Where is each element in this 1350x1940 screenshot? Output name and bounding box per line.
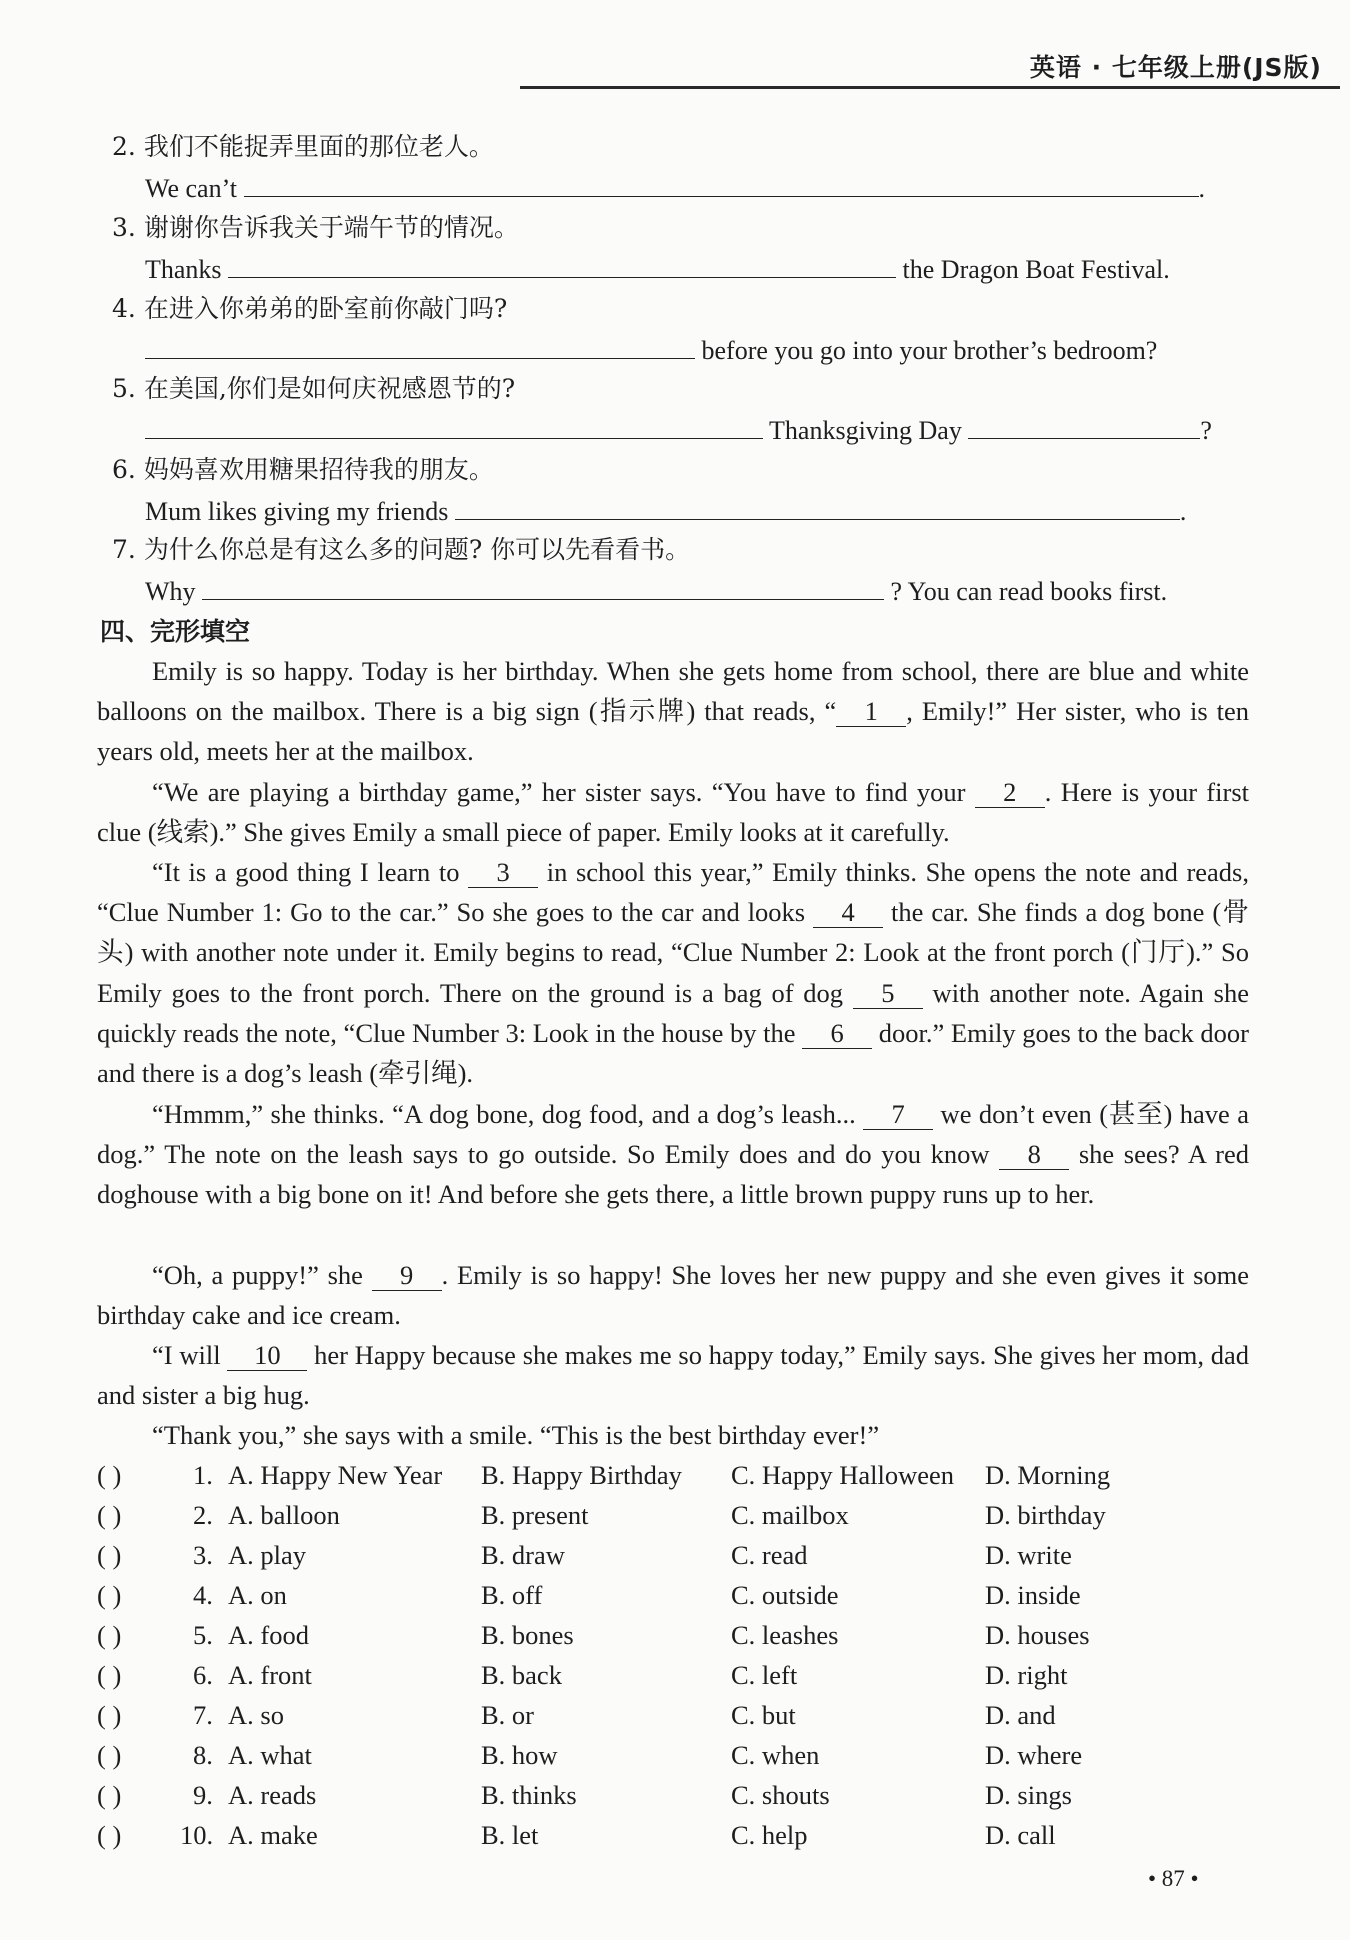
q6-answer-blank[interactable] bbox=[455, 493, 1180, 520]
q6-english: Mum likes giving my friends . bbox=[145, 493, 1186, 529]
option-2-d[interactable]: D. birthday bbox=[985, 1500, 1106, 1530]
q2-chinese: 2. 我们不能捉弄里面的那位老人。 bbox=[112, 132, 494, 161]
cloze-paragraph-4: “Hmmm,” she thinks. “A dog bone, dog food, and a dog’s leash... 7 we don’t even (甚至) have a dog.” The note on the leash says to go outside. So Emily does and do you know 8 she sees? A red doghouse with a big bone on it! And before she gets there, a little brown puppy runs up to her. bbox=[97, 1099, 1249, 1210]
option-10-b[interactable]: B. let bbox=[481, 1820, 539, 1850]
cloze-blank-1[interactable]: 1 bbox=[836, 696, 906, 727]
cloze-blank-8[interactable]: 8 bbox=[999, 1139, 1069, 1170]
option-3-c[interactable]: C. read bbox=[731, 1540, 808, 1570]
option-row-2-num: 2. bbox=[193, 1500, 213, 1530]
option-3-a[interactable]: A. play bbox=[228, 1540, 307, 1570]
cloze-blank-6[interactable]: 6 bbox=[802, 1018, 872, 1049]
cloze-paragraph-5: “Oh, a puppy!” she 9 . Emily is so happy! She loves her new puppy and she even gives it some birthday cake and ice cream. bbox=[97, 1260, 1250, 1331]
option-row-10-paren[interactable]: ( ) bbox=[97, 1820, 122, 1850]
book-title: 英语 · 七年级上册(JS版) bbox=[1029, 53, 1322, 82]
option-2-b[interactable]: B. present bbox=[481, 1500, 589, 1530]
q3-english: Thanks the Dragon Boat Festival. bbox=[145, 251, 1170, 287]
option-row-9-paren[interactable]: ( ) bbox=[97, 1780, 122, 1810]
option-10-d[interactable]: D. call bbox=[985, 1820, 1056, 1850]
option-5-a[interactable]: A. food bbox=[228, 1620, 309, 1650]
q6-chinese: 6. 妈妈喜欢用糖果招待我的朋友。 bbox=[112, 455, 494, 484]
q7-chinese: 7. 为什么你总是有这么多的问题? 你可以先看看书。 bbox=[112, 535, 691, 564]
option-row-1-num: 1. bbox=[193, 1460, 213, 1490]
option-1-d[interactable]: D. Morning bbox=[985, 1460, 1111, 1490]
option-9-d[interactable]: D. sings bbox=[985, 1780, 1072, 1810]
option-row-10-num: 10. bbox=[180, 1820, 214, 1850]
option-row-1-paren[interactable]: ( ) bbox=[97, 1460, 122, 1490]
q5-answer-blank-2[interactable] bbox=[968, 412, 1200, 439]
option-row-2-paren[interactable]: ( ) bbox=[97, 1500, 122, 1530]
option-row-3-num: 3. bbox=[193, 1540, 213, 1570]
cloze-blank-4[interactable]: 4 bbox=[813, 897, 883, 928]
option-10-c[interactable]: C. help bbox=[731, 1820, 808, 1850]
option-6-b[interactable]: B. back bbox=[481, 1660, 562, 1690]
option-7-d[interactable]: D. and bbox=[985, 1700, 1056, 1730]
option-row-7-num: 7. bbox=[193, 1700, 213, 1730]
option-3-d[interactable]: D. write bbox=[985, 1540, 1072, 1570]
option-row-9-num: 9. bbox=[193, 1780, 213, 1810]
q5-chinese: 5. 在美国,你们是如何庆祝感恩节的? bbox=[112, 374, 516, 403]
cloze-blank-10[interactable]: 10 bbox=[227, 1340, 307, 1371]
option-6-a[interactable]: A. front bbox=[228, 1660, 312, 1690]
option-row-8-num: 8. bbox=[193, 1740, 213, 1770]
option-row-4-paren[interactable]: ( ) bbox=[97, 1580, 122, 1610]
option-9-a[interactable]: A. reads bbox=[228, 1780, 317, 1810]
option-1-a[interactable]: A. Happy New Year bbox=[228, 1460, 443, 1490]
option-row-8-paren[interactable]: ( ) bbox=[97, 1740, 122, 1770]
page-number: • 87 • bbox=[1148, 1866, 1199, 1891]
option-7-a[interactable]: A. so bbox=[228, 1700, 284, 1730]
section-heading: 四、完形填空 bbox=[100, 617, 251, 646]
cloze-paragraph-7: “Thank you,” she says with a smile. “This is the best birthday ever!” bbox=[152, 1420, 880, 1450]
option-row-7-paren[interactable]: ( ) bbox=[97, 1700, 122, 1730]
option-4-c[interactable]: C. outside bbox=[731, 1580, 839, 1610]
option-10-a[interactable]: A. make bbox=[228, 1820, 318, 1850]
cloze-blank-7[interactable]: 7 bbox=[863, 1099, 933, 1130]
cloze-paragraph-6: “I will 10 her Happy because she makes me so happy today,” Emily says. She gives her mom, dad and sister a big hug. bbox=[97, 1340, 1249, 1411]
q4-chinese: 4. 在进入你弟弟的卧室前你敲门吗? bbox=[112, 294, 508, 323]
option-8-d[interactable]: D. where bbox=[985, 1740, 1083, 1770]
option-row-6-num: 6. bbox=[193, 1660, 213, 1690]
option-4-d[interactable]: D. inside bbox=[985, 1580, 1081, 1610]
cloze-paragraph-2: “We are playing a birthday game,” her sister says. “You have to find your 2 . Here is your first clue (线索).” She gives Emily a small piece of paper. Emily looks at it carefully. bbox=[97, 777, 1249, 848]
option-5-b[interactable]: B. bones bbox=[481, 1620, 574, 1650]
cloze-paragraph-3: “It is a good thing I learn to 3 in school this year,” Emily thinks. She opens the note and reads, “Clue Number 1: Go to the car.” So she goes to the car and looks 4 the car. She finds a dog bone (骨头) with another note under it. Emily begins to read, “Clue Number 2: Look at the front porch (门厅).” So Emily goes to the front porch. There on the ground is a bag of dog 5 with another note. Again she quickly reads the note, “Clue Number 3: Look in the house by the 6 door.” Emily goes to the back door and there is a dog’s leash (牵引绳). bbox=[97, 857, 1249, 1089]
option-6-c[interactable]: C. left bbox=[731, 1660, 798, 1690]
option-5-d[interactable]: D. houses bbox=[985, 1620, 1090, 1650]
option-row-3-paren[interactable]: ( ) bbox=[97, 1540, 122, 1570]
q5-answer-blank-1[interactable] bbox=[145, 412, 763, 439]
option-8-b[interactable]: B. how bbox=[481, 1740, 558, 1770]
option-2-a[interactable]: A. balloon bbox=[228, 1500, 340, 1530]
cloze-blank-9[interactable]: 9 bbox=[372, 1260, 442, 1291]
q2-english: We can’t . bbox=[145, 170, 1205, 206]
header-rule bbox=[520, 86, 1340, 89]
option-row-4-num: 4. bbox=[193, 1580, 213, 1610]
option-4-a[interactable]: A. on bbox=[228, 1580, 287, 1610]
q4-english: before you go into your brother’s bedroom? bbox=[145, 332, 1157, 368]
option-8-a[interactable]: A. what bbox=[228, 1740, 312, 1770]
q4-answer-blank[interactable] bbox=[145, 332, 695, 359]
q2-answer-blank[interactable] bbox=[244, 170, 1199, 197]
option-9-c[interactable]: C. shouts bbox=[731, 1780, 830, 1810]
option-3-b[interactable]: B. draw bbox=[481, 1540, 565, 1570]
option-7-b[interactable]: B. or bbox=[481, 1700, 534, 1730]
q3-chinese: 3. 谢谢你告诉我关于端午节的情况。 bbox=[112, 213, 519, 242]
q7-english: Why ? You can read books first. bbox=[145, 573, 1167, 609]
option-8-c[interactable]: C. when bbox=[731, 1740, 820, 1770]
q7-answer-blank[interactable] bbox=[202, 573, 884, 600]
page-header bbox=[0, 0, 1350, 92]
option-4-b[interactable]: B. off bbox=[481, 1580, 543, 1610]
option-1-b[interactable]: B. Happy Birthday bbox=[481, 1460, 682, 1490]
option-1-c[interactable]: C. Happy Halloween bbox=[731, 1460, 954, 1490]
option-2-c[interactable]: C. mailbox bbox=[731, 1500, 849, 1530]
cloze-blank-5[interactable]: 5 bbox=[853, 978, 923, 1009]
cloze-paragraph-1: Emily is so happy. Today is her birthday. When she gets home from school, there are blue and white balloons on the mailbox. There is a big sign (指示牌) that reads, “ 1 , Emily!” Her sister, who is ten years old, meets her at the mailbox. bbox=[97, 656, 1249, 767]
q3-answer-blank[interactable] bbox=[228, 251, 896, 278]
option-row-6-paren[interactable]: ( ) bbox=[97, 1660, 122, 1690]
option-row-5-num: 5. bbox=[193, 1620, 213, 1650]
cloze-blank-3[interactable]: 3 bbox=[468, 857, 538, 888]
option-7-c[interactable]: C. but bbox=[731, 1700, 796, 1730]
cloze-blank-2[interactable]: 2 bbox=[975, 777, 1045, 808]
option-5-c[interactable]: C. leashes bbox=[731, 1620, 839, 1650]
option-9-b[interactable]: B. thinks bbox=[481, 1780, 577, 1810]
q5-english: Thanksgiving Day ? bbox=[145, 412, 1212, 448]
option-row-5-paren[interactable]: ( ) bbox=[97, 1620, 122, 1650]
option-6-d[interactable]: D. right bbox=[985, 1660, 1068, 1690]
